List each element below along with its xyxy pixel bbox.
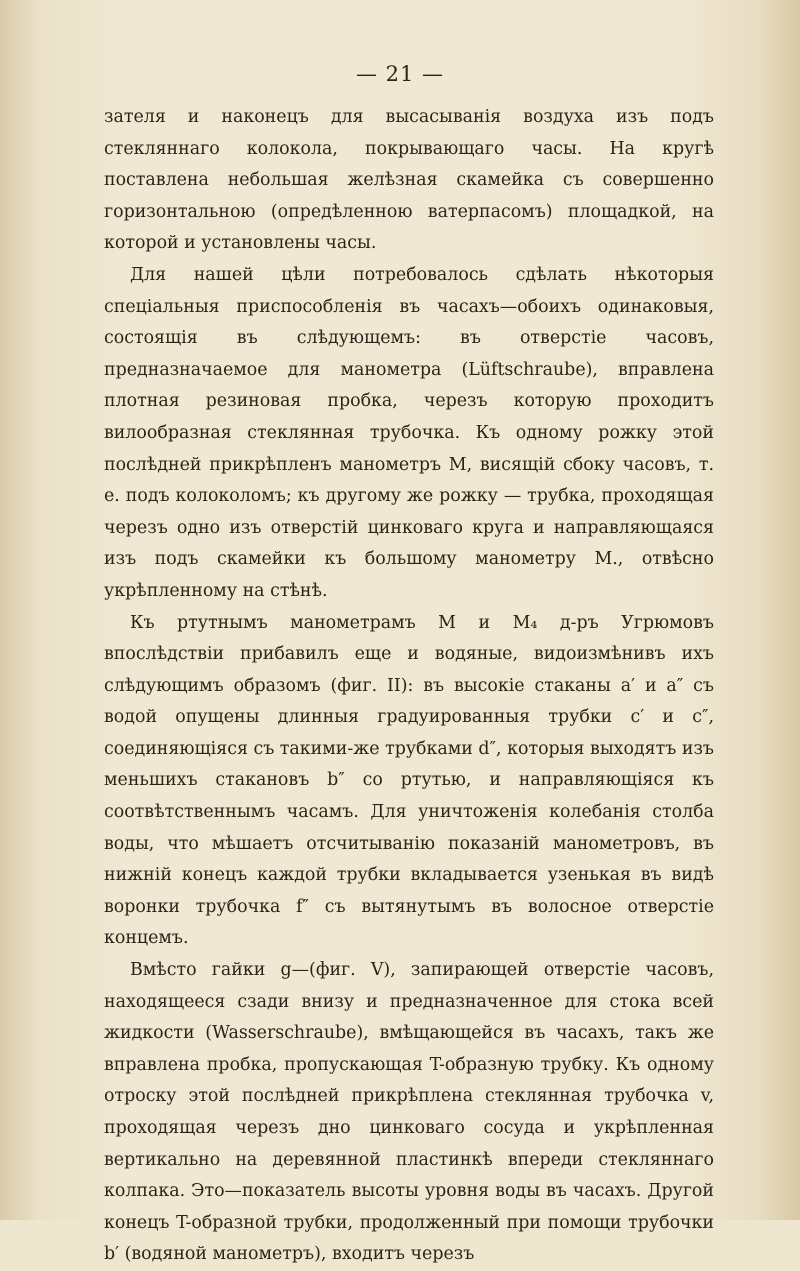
paragraph-4: Вмѣсто гайки g—(фиг. V), запирающей отверстіе часовъ, находящееся сзади внизу и предназначенное для стока всей жидкости (Wasserschraube), вмѣщающейся въ часахъ, такъ же вправлена пробка, пропускающая T-образную трубку. Къ одному отроску этой послѣдней прикрѣплена стеклянная трубочка v, проходящая черезъ дно цинковаго сосуда и укрѣпленная вертикально на деревянной пластинкѣ впереди стекляннаго колпака. Это—показатель высоты уровня воды въ часахъ. Другой конецъ T-образной трубки, продолженный при помощи трубочки b′ (водяной манометръ), входитъ черезъ <box>104 960 714 1265</box>
body-text <box>104 102 714 1271</box>
paragraph-2: Для нашей цѣли потребовалось сдѣлать нѣкоторыя спеціальныя приспособленія въ часахъ—обоихъ одинаковыя, состоящія въ слѣдующемъ: въ отверстіе часовъ, предназначаемое для манометра (Lüftschraube), вправлена плотная резиновая пробка, черезъ которую проходитъ вилообразная стеклянная трубочка. Къ одному рожку этой послѣдней прикрѣпленъ манометръ M, висящій сбоку часовъ, т. е. подъ колоколомъ; къ другому же рожку — трубка, проходящая черезъ одно изъ отверстій цинковаго круга и направляющаяся изъ подъ скамейки къ большому манометру M., отвѣсно укрѣпленному на стѣнѣ. <box>104 264 714 601</box>
page-number: — 21 — <box>355 62 445 86</box>
paragraph-3: Къ ртутнымъ манометрамъ M и M₄ д-ръ Угрюмовъ впослѣдствіи прибавилъ еще и водяные, видоизмѣнивъ ихъ слѣдующимъ образомъ (фиг. II): въ высокіе стаканы a′ и a″ съ водой опущены длинныя градуированныя трубки c′ и c″, соединяющіяся съ такими-же трубками d″, которыя выходятъ изъ меньшихъ стакановъ b″ со ртутью, и направляющіяся къ соотвѣтственнымъ часамъ. Для уничтоженія колебанія столба воды, что мѣшаетъ отсчитыванію показаній манометровъ, въ нижній конецъ каждой трубки вкладывается узенькая въ видѣ воронки трубочка f″ съ вытянутымъ въ волосное отверстіе концемъ. <box>104 612 714 949</box>
paragraph-1: зателя и наконецъ для высасыванія воздуха изъ подъ стекляннаго колокола, покрывающаго часы. На кругѣ поставлена небольшая желѣзная скамейка съ совершенно горизонтальною (опредѣленною ватерпасомъ) площадкой, на которой и установлены часы. <box>104 107 714 254</box>
